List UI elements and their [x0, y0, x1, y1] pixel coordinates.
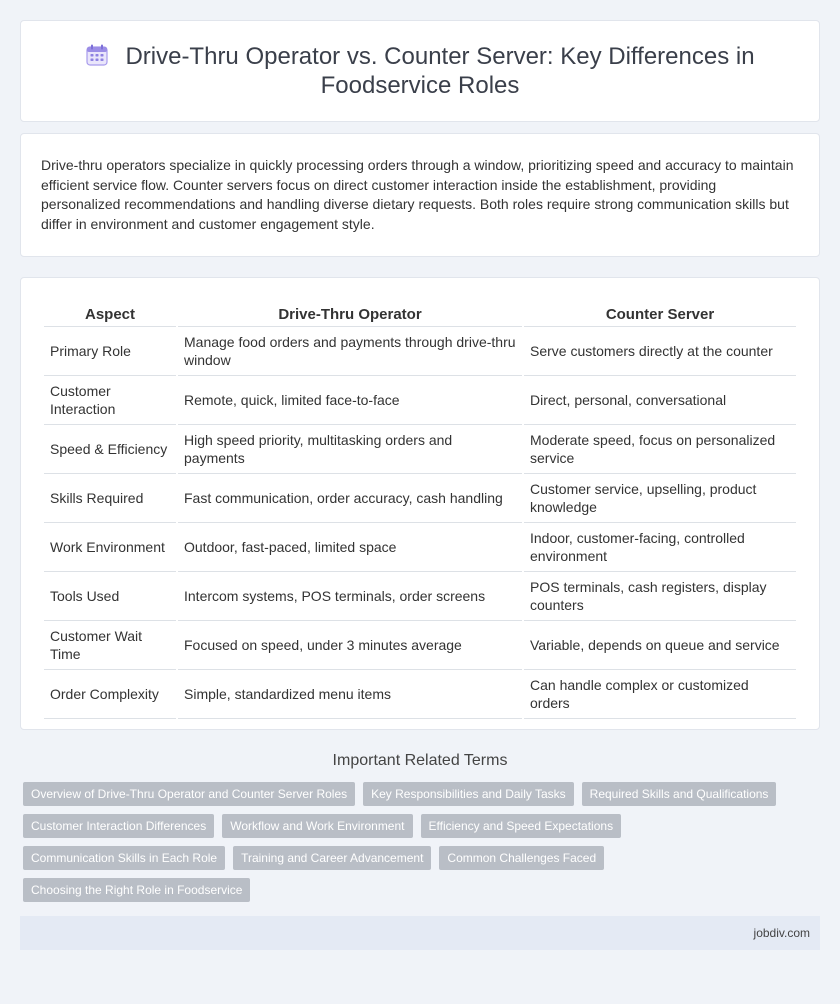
- related-term-tag[interactable]: Communication Skills in Each Role: [23, 846, 225, 870]
- counter-server-cell: Can handle complex or customized orders: [524, 670, 796, 719]
- comparison-card: [20, 277, 820, 730]
- drive-thru-cell: Manage food orders and payments through drive-thru window: [178, 327, 522, 376]
- drive-thru-cell: Simple, standardized menu items: [178, 670, 522, 719]
- table-row: [44, 425, 796, 474]
- comparison-table: [42, 300, 798, 719]
- intro-card: [20, 133, 820, 257]
- related-term-tag[interactable]: Training and Career Advancement: [233, 846, 431, 870]
- drive-thru-cell: Remote, quick, limited face-to-face: [178, 376, 522, 425]
- related-terms-list: [23, 782, 820, 910]
- related-term-tag[interactable]: Key Responsibilities and Daily Tasks: [363, 782, 574, 806]
- intro-text: Drive-thru operators specialize in quickly processing orders through a window, prioritizing speed and accuracy to maintain efficient service flow. Counter servers focus on direct customer interaction inside the establishment, providing personalized recommendations and handling diverse dietary requests. Both roles require strong communication skills but differ in environment and customer engagement style.: [41, 157, 794, 232]
- related-term-tag[interactable]: Efficiency and Speed Expectations: [421, 814, 622, 838]
- table-row: [44, 523, 796, 572]
- calendar-icon: [85, 43, 109, 67]
- counter-server-cell: Direct, personal, conversational: [524, 376, 796, 425]
- table-header-cell: Aspect: [44, 300, 176, 327]
- counter-server-cell: Variable, depends on queue and service: [524, 621, 796, 670]
- table-row: [44, 474, 796, 523]
- related-term-tag[interactable]: Customer Interaction Differences: [23, 814, 214, 838]
- aspect-cell: Customer Wait Time: [44, 621, 176, 670]
- table-header-cell: Drive-Thru Operator: [178, 300, 522, 327]
- drive-thru-cell: Outdoor, fast-paced, limited space: [178, 523, 522, 572]
- counter-server-cell: Serve customers directly at the counter: [524, 327, 796, 376]
- aspect-cell: Primary Role: [44, 327, 176, 376]
- table-row: [44, 670, 796, 719]
- counter-server-cell: Moderate speed, focus on personalized service: [524, 425, 796, 474]
- counter-server-cell: Customer service, upselling, product knowledge: [524, 474, 796, 523]
- drive-thru-cell: High speed priority, multitasking orders and payments: [178, 425, 522, 474]
- table-row: [44, 376, 796, 425]
- related-term-tag[interactable]: Overview of Drive-Thru Operator and Counter Server Roles: [23, 782, 355, 806]
- aspect-cell: Order Complexity: [44, 670, 176, 719]
- drive-thru-cell: Fast communication, order accuracy, cash handling: [178, 474, 522, 523]
- footer: [20, 916, 820, 950]
- counter-server-cell: Indoor, customer-facing, controlled environment: [524, 523, 796, 572]
- aspect-cell: Speed & Efficiency: [44, 425, 176, 474]
- aspect-cell: Work Environment: [44, 523, 176, 572]
- table-row: [44, 327, 796, 376]
- table-header-cell: Counter Server: [524, 300, 796, 327]
- related-term-tag[interactable]: Choosing the Right Role in Foodservice: [23, 878, 250, 902]
- header-card: [20, 20, 820, 122]
- related-term-tag[interactable]: Required Skills and Qualifications: [582, 782, 777, 806]
- related-term-tag[interactable]: Workflow and Work Environment: [222, 814, 412, 838]
- aspect-cell: Customer Interaction: [44, 376, 176, 425]
- table-header-row: [44, 300, 796, 327]
- aspect-cell: Tools Used: [44, 572, 176, 621]
- footer-site[interactable]: jobdiv.com: [753, 926, 810, 940]
- page-title: [70, 42, 770, 100]
- table-row: [44, 572, 796, 621]
- drive-thru-cell: Intercom systems, POS terminals, order screens: [178, 572, 522, 621]
- counter-server-cell: POS terminals, cash registers, display counters: [524, 572, 796, 621]
- drive-thru-cell: Focused on speed, under 3 minutes average: [178, 621, 522, 670]
- table-row: [44, 621, 796, 670]
- aspect-cell: Skills Required: [44, 474, 176, 523]
- page-title-text: Drive-Thru Operator vs. Counter Server: Key Differences in Foodservice Roles: [125, 43, 755, 99]
- related-term-tag[interactable]: Common Challenges Faced: [439, 846, 604, 870]
- related-terms-title: Important Related Terms: [332, 752, 508, 769]
